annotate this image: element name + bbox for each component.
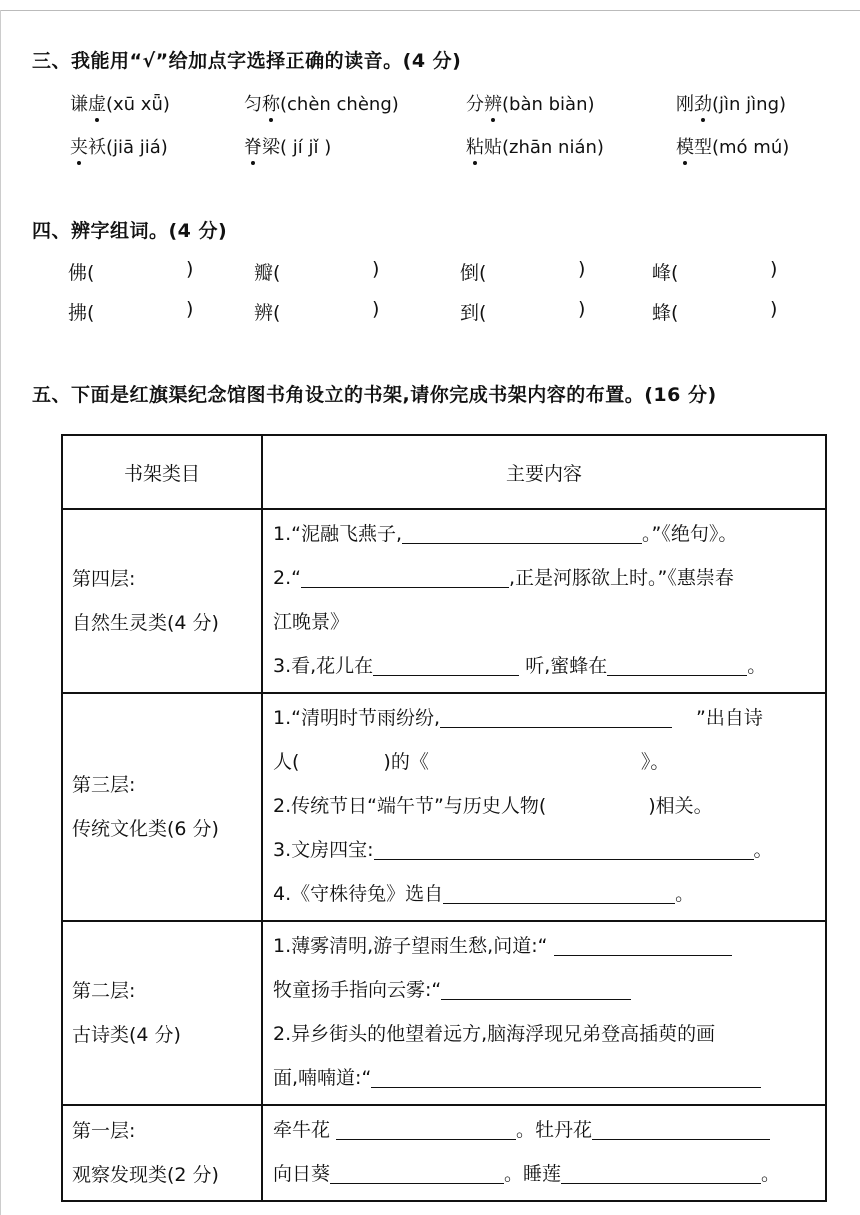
answer-blank[interactable]: [371, 1061, 761, 1088]
layer3-line4-end: 。: [753, 839, 773, 861]
pinyin-item: [676, 90, 786, 116]
answer-blank[interactable]: [592, 1113, 770, 1140]
word-group-close-paren: ): [770, 258, 778, 280]
pinyin-word: 刚劲: [676, 94, 712, 115]
layer3-line1-text: 1.“清明时节雨纷纷,: [273, 707, 441, 729]
header-content: 主要内容: [262, 435, 826, 509]
page-left-border: [0, 10, 1, 1215]
layer1-line2-end: 。: [761, 1163, 781, 1185]
layer4-line4-end: 。: [747, 655, 767, 677]
word-group-close-paren: ): [770, 298, 778, 320]
pinyin-word: 脊梁: [244, 137, 280, 158]
pinyin-options[interactable]: ( jí jǐ ): [280, 137, 332, 158]
layer1-line1-mid: 。牡丹花: [516, 1119, 593, 1141]
layer2-label-cell: [62, 921, 262, 1105]
word-group-close-paren: ): [186, 298, 194, 320]
answer-blank[interactable]: [554, 929, 732, 956]
table-header-row: [62, 435, 826, 509]
pinyin-options[interactable]: (zhān nián): [502, 137, 604, 158]
answer-blank[interactable]: [443, 877, 675, 904]
word-group-close-paren: ): [578, 298, 586, 320]
layer3-line5-text: 4.《守株待兔》选自: [273, 883, 444, 905]
layer4-line4-text: 3.看,花儿在: [273, 655, 374, 677]
pinyin-options[interactable]: (jiā jiá): [106, 137, 168, 158]
layer3-line4-text: 3.文房四宝:: [273, 839, 374, 861]
table-row-layer4: [62, 509, 826, 693]
answer-blank[interactable]: [441, 973, 631, 1000]
layer4-label-cell: [62, 509, 262, 693]
answer-blank[interactable]: [440, 701, 672, 728]
word-group-close-paren: ): [578, 258, 586, 280]
layer3-line3-end: )相关。: [648, 795, 713, 817]
layer2-line1-text: 1.薄雾清明,游子望雨生愁,问道:“: [273, 935, 548, 957]
answer-blank[interactable]: [374, 833, 754, 860]
layer2-content-cell: [262, 921, 826, 1105]
pinyin-word: 夹袄: [70, 137, 106, 158]
answer-blank[interactable]: [402, 517, 642, 544]
pinyin-options[interactable]: (chèn chèng): [280, 94, 399, 115]
layer1-line2-text: 向日葵: [273, 1163, 331, 1185]
layer1-title: 第一层:: [72, 1120, 136, 1142]
word-group-char: 到(: [460, 302, 487, 324]
page-top-border: [0, 10, 860, 11]
word-group-close-paren: ): [372, 258, 380, 280]
pinyin-options[interactable]: (mó mú): [712, 137, 790, 158]
pinyin-word: 模型: [676, 137, 712, 158]
layer3-label-cell: [62, 693, 262, 921]
layer3-content-cell: [262, 693, 826, 921]
pinyin-options[interactable]: (bàn biàn): [502, 94, 595, 115]
layer4-line3-text: 江晚景》: [273, 611, 350, 633]
section4-heading: 四、辨字组词。(4 分): [32, 220, 228, 242]
layer3-line2-end: 》。: [640, 751, 670, 773]
pinyin-item: [244, 133, 331, 159]
layer2-line4-text: 面,喃喃道:“: [273, 1067, 372, 1089]
pinyin-item: [244, 90, 399, 116]
layer1-category: 观察发现类(2 分): [72, 1164, 219, 1186]
answer-blank[interactable]: [336, 1113, 516, 1140]
table-row-layer1: [62, 1105, 826, 1201]
word-group-item[interactable]: [652, 298, 778, 325]
word-group-char: 蜂(: [652, 302, 679, 324]
answer-blank[interactable]: [301, 561, 509, 588]
layer4-content-cell: [262, 509, 826, 693]
section3-heading: 三、我能用“√”给加点字选择正确的读音。(4 分): [32, 50, 462, 72]
word-group-item[interactable]: [68, 298, 194, 325]
layer2-title: 第二层:: [72, 980, 136, 1002]
word-group-char: 倒(: [460, 262, 487, 284]
word-group-item[interactable]: [652, 258, 778, 285]
layer3-category: 传统文化类(6 分): [72, 818, 219, 840]
section5-heading: 五、下面是红旗渠纪念馆图书角设立的书架,请你完成书架内容的布置。(16 分): [32, 384, 717, 406]
word-group-item[interactable]: [460, 258, 586, 285]
answer-blank[interactable]: [607, 649, 747, 676]
layer4-line4-mid: 听,蜜蜂在: [519, 655, 608, 677]
layer3-line2-text: 人(: [273, 751, 300, 773]
pinyin-word: 粘贴: [466, 137, 502, 158]
pinyin-item: [466, 90, 595, 116]
layer2-category: 古诗类(4 分): [72, 1024, 181, 1046]
pinyin-item: [70, 90, 170, 116]
bookshelf-table: [61, 434, 827, 1202]
pinyin-item: [676, 133, 789, 159]
layer4-line1-end: 。”《绝句》。: [642, 523, 738, 545]
word-group-item[interactable]: [460, 298, 586, 325]
pinyin-word: 匀称: [244, 94, 280, 115]
pinyin-word: 分辨: [466, 94, 502, 115]
word-group-item[interactable]: [68, 258, 194, 285]
answer-blank[interactable]: [330, 1157, 504, 1184]
pinyin-item: [70, 133, 168, 159]
word-group-close-paren: ): [186, 258, 194, 280]
word-group-char: 峰(: [652, 262, 679, 284]
layer3-title: 第三层:: [72, 774, 136, 796]
word-group-char: 瓣(: [254, 262, 281, 284]
layer4-category: 自然生灵类(4 分): [72, 612, 219, 634]
layer3-line3-text: 2.传统节日“端午节”与历史人物(: [273, 795, 547, 817]
word-group-item[interactable]: [254, 298, 380, 325]
layer1-line2-mid: 。睡莲: [504, 1163, 562, 1185]
layer1-line1-text: 牵牛花: [273, 1119, 337, 1141]
layer4-line2-text: 2.“: [273, 567, 301, 589]
word-group-close-paren: ): [372, 298, 380, 320]
pinyin-item: [466, 133, 604, 159]
word-group-char: 佛(: [68, 262, 95, 284]
word-group-char: 拂(: [68, 302, 95, 324]
header-category: 书架类目: [62, 435, 262, 509]
answer-blank[interactable]: [561, 1157, 761, 1184]
table-row-layer3: [62, 693, 826, 921]
layer2-line2-text: 牧童扬手指向云雾:“: [273, 979, 442, 1001]
table-row-layer2: [62, 921, 826, 1105]
layer1-label-cell: [62, 1105, 262, 1201]
layer4-title: 第四层:: [72, 568, 136, 590]
pinyin-options[interactable]: (xū xǖ): [106, 94, 170, 115]
layer4-line1-text: 1.“泥融飞燕子,: [273, 523, 403, 545]
pinyin-options[interactable]: (jìn jìng): [712, 94, 787, 115]
word-group-item[interactable]: [254, 258, 380, 285]
layer3-line2-mid: )的《: [383, 751, 429, 773]
layer3-line1-end: ”出自诗: [696, 707, 763, 729]
layer3-line5-end: 。: [675, 883, 695, 905]
layer2-line3-text: 2.异乡街头的他望着远方,脑海浮现兄弟登高插萸的画: [273, 1023, 716, 1045]
pinyin-word: 谦虚: [70, 94, 106, 115]
answer-blank[interactable]: [373, 649, 519, 676]
layer1-content-cell: [262, 1105, 826, 1201]
layer4-line2-end: ,正是河豚欲上时。”《惠崇春: [508, 567, 734, 589]
word-group-char: 辨(: [254, 302, 281, 324]
